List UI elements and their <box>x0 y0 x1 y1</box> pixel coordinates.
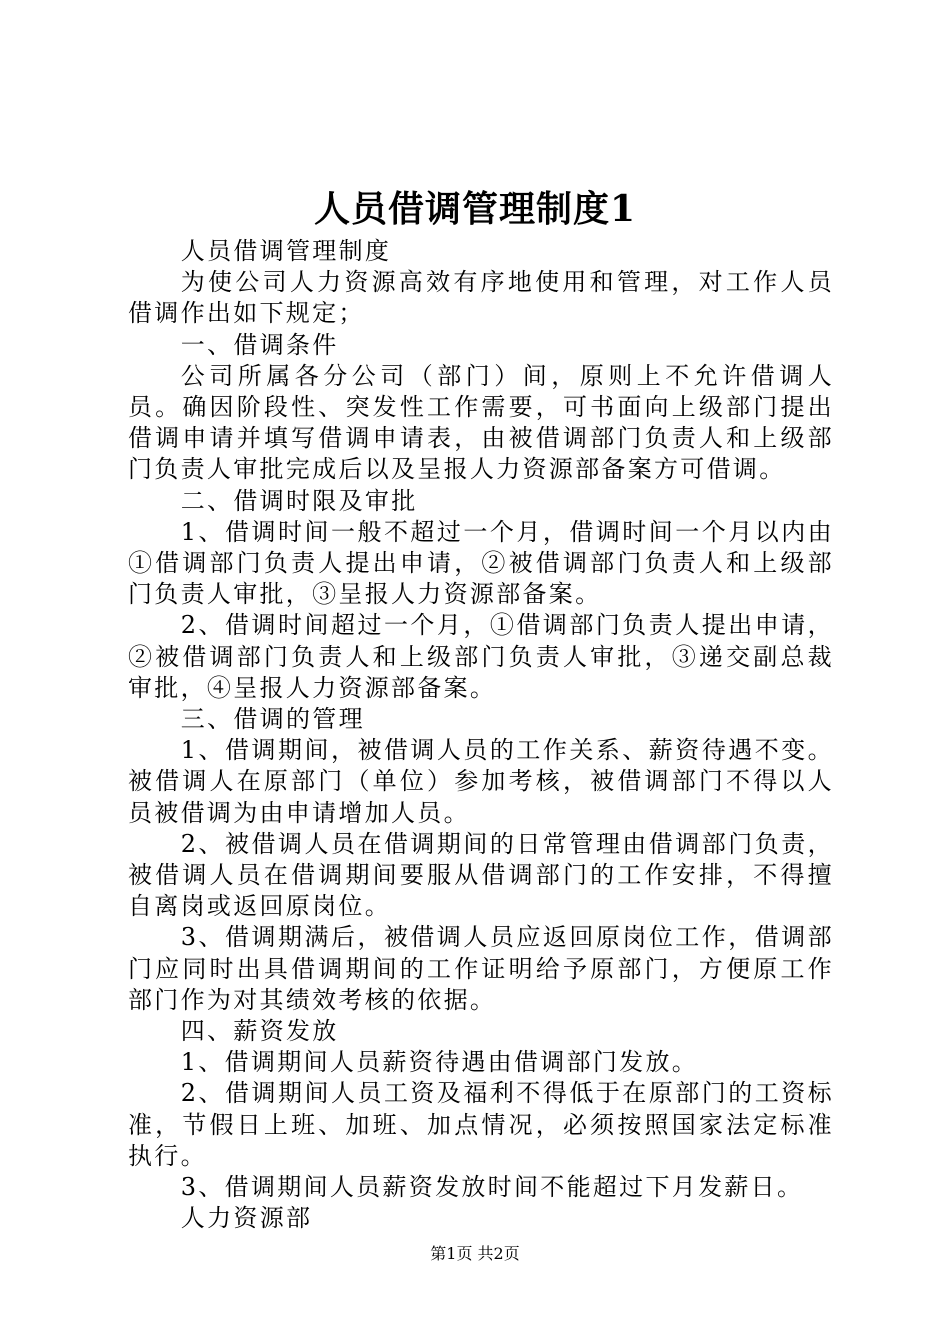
document-title: 人员借调管理制度1 <box>313 188 637 230</box>
paragraph: 2、被借调人员在借调期间的日常管理由借调部门负责，被借调人员在借调期间要服从借调部门的工作安排，不得擅自离岗或返回原岗位。 <box>128 829 834 921</box>
paragraph: 2、借调时间超过一个月，①借调部门负责人提出申请，②被借调部门负责人和上级部门负责人审批，③递交副总裁审批，④呈报人力资源部备案。 <box>128 611 834 702</box>
section-heading-3: 三、借调的管理 <box>180 705 365 734</box>
paragraph: 1、借调期间人员薪资待遇由借调部门发放。 <box>180 1048 699 1077</box>
paragraph: 1、借调期间，被借调人员的工作关系、薪资待遇不变。被借调人在原部门（单位）参加考核，被借调部门不得以人员被借调为由申请增加人员。 <box>128 736 834 827</box>
paragraph: 1、借调时间一般不超过一个月，借调时间一个月以内由①借调部门负责人提出申请，②被借调部门负责人和上级部门负责人审批，③呈报人力资源部备案。 <box>128 517 834 609</box>
paragraph-heading: 人员借调管理制度 <box>180 237 392 265</box>
section-heading-2: 二、借调时限及审批 <box>180 486 418 515</box>
section-heading-1: 一、借调条件 <box>180 330 339 359</box>
paragraph: 3、借调期满后，被借调人员应返回原岗位工作，借调部门应同时出具借调期间的工作证明给予原部门，方便原工作部门作为对其绩效考核的依据。 <box>128 923 834 1014</box>
paragraph-intro: 为使公司人力资源高效有序地使用和管理，对工作人员借调作出如下规定； <box>128 268 834 328</box>
paragraph: 3、借调期间人员薪资发放时间不能超过下月发薪日。 <box>180 1173 804 1202</box>
signature-department: 人力资源部 <box>180 1204 313 1233</box>
paragraph: 2、借调期间人员工资及福利不得低于在原部门的工资标准，节假日上班、加班、加点情况，必须按照国家法定标准执行。 <box>128 1079 834 1170</box>
paragraph: 公司所属各分公司（部门）间，原则上不允许借调人员。确因阶段性、突发性工作需要，可书面向上级部门提出借调申请并填写借调申请表，由被借调部门负责人和上级部门负责人审批完成后以及呈报人力资源部备案方可借调。 <box>128 361 834 484</box>
page-number: 第1页 共2页 <box>430 1244 520 1263</box>
document-body <box>128 236 834 1235</box>
section-heading-4: 四、薪资发放 <box>180 1017 339 1046</box>
